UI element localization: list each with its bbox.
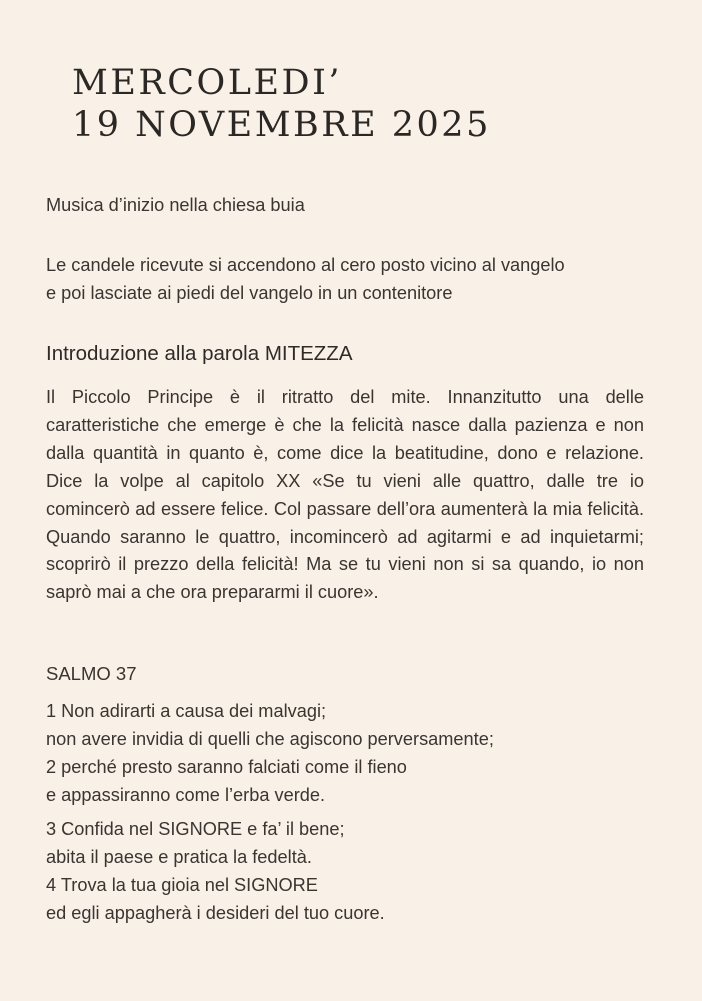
psalm-stanza-1	[46, 698, 666, 810]
candles-line-2: e poi lasciate ai piedi del vangelo in un contenitore	[46, 283, 453, 303]
intro-paragraph: Musica d’inizio nella chiesa buia	[46, 195, 305, 215]
candles-paragraph	[46, 251, 646, 307]
section-heading: Introduzione alla parola MITEZZA	[46, 342, 353, 365]
psalm-verse-line: abita il paese e pratica la fedeltà.	[46, 846, 312, 867]
psalm-title: SALMO 37	[46, 663, 137, 684]
section-body: Il Piccolo Principe è il ritratto del mite. Innanzitutto una delle caratteristiche che emerge è che la felicità nasce dalla pazienza e non dalla quantità in quanto è, come dice la beatitudine, dono e relazione. Dice la volpe al capitolo XX «Se tu vieni alle quattro, dalle tre io comincerò ad essere felice. Col passare dell’ora aumenterà la mia felicità. Quando saranno le quattro, incomincerò ad agitarmi e ad inquietarmi; scoprirò il prezzo della felicità! Ma se tu vieni non si sa quando, io non saprò mai a che ora prepararmi il cuore».	[46, 387, 644, 603]
psalm-verse-line: 3 Confida nel SIGNORE e fa’ il bene;	[46, 819, 345, 839]
psalm-verse-line: 1 Non adirarti a causa dei malvagi;	[46, 701, 327, 721]
psalm-verse-line: 2 perché presto saranno falciati come il fieno	[46, 756, 407, 777]
psalm-verse-line: ed egli appagherà i desideri del tuo cuore.	[46, 902, 385, 923]
page-title	[72, 62, 491, 146]
psalm-verse-line: e appassiranno come l’erba verde.	[46, 784, 326, 805]
psalm-verse-line: 4 Trova la tua gioia nel SIGNORE	[46, 874, 318, 895]
psalm-stanza-2	[46, 816, 666, 928]
candles-line-1: Le candele ricevute si accendono al cero posto vicino al vangelo	[46, 255, 565, 275]
psalm-verse-line: non avere invidia di quelli che agiscono perversamente;	[46, 728, 494, 749]
title-date: 19 NOVEMBRE 2025	[72, 105, 491, 145]
title-weekday: MERCOLEDI’	[72, 63, 343, 103]
